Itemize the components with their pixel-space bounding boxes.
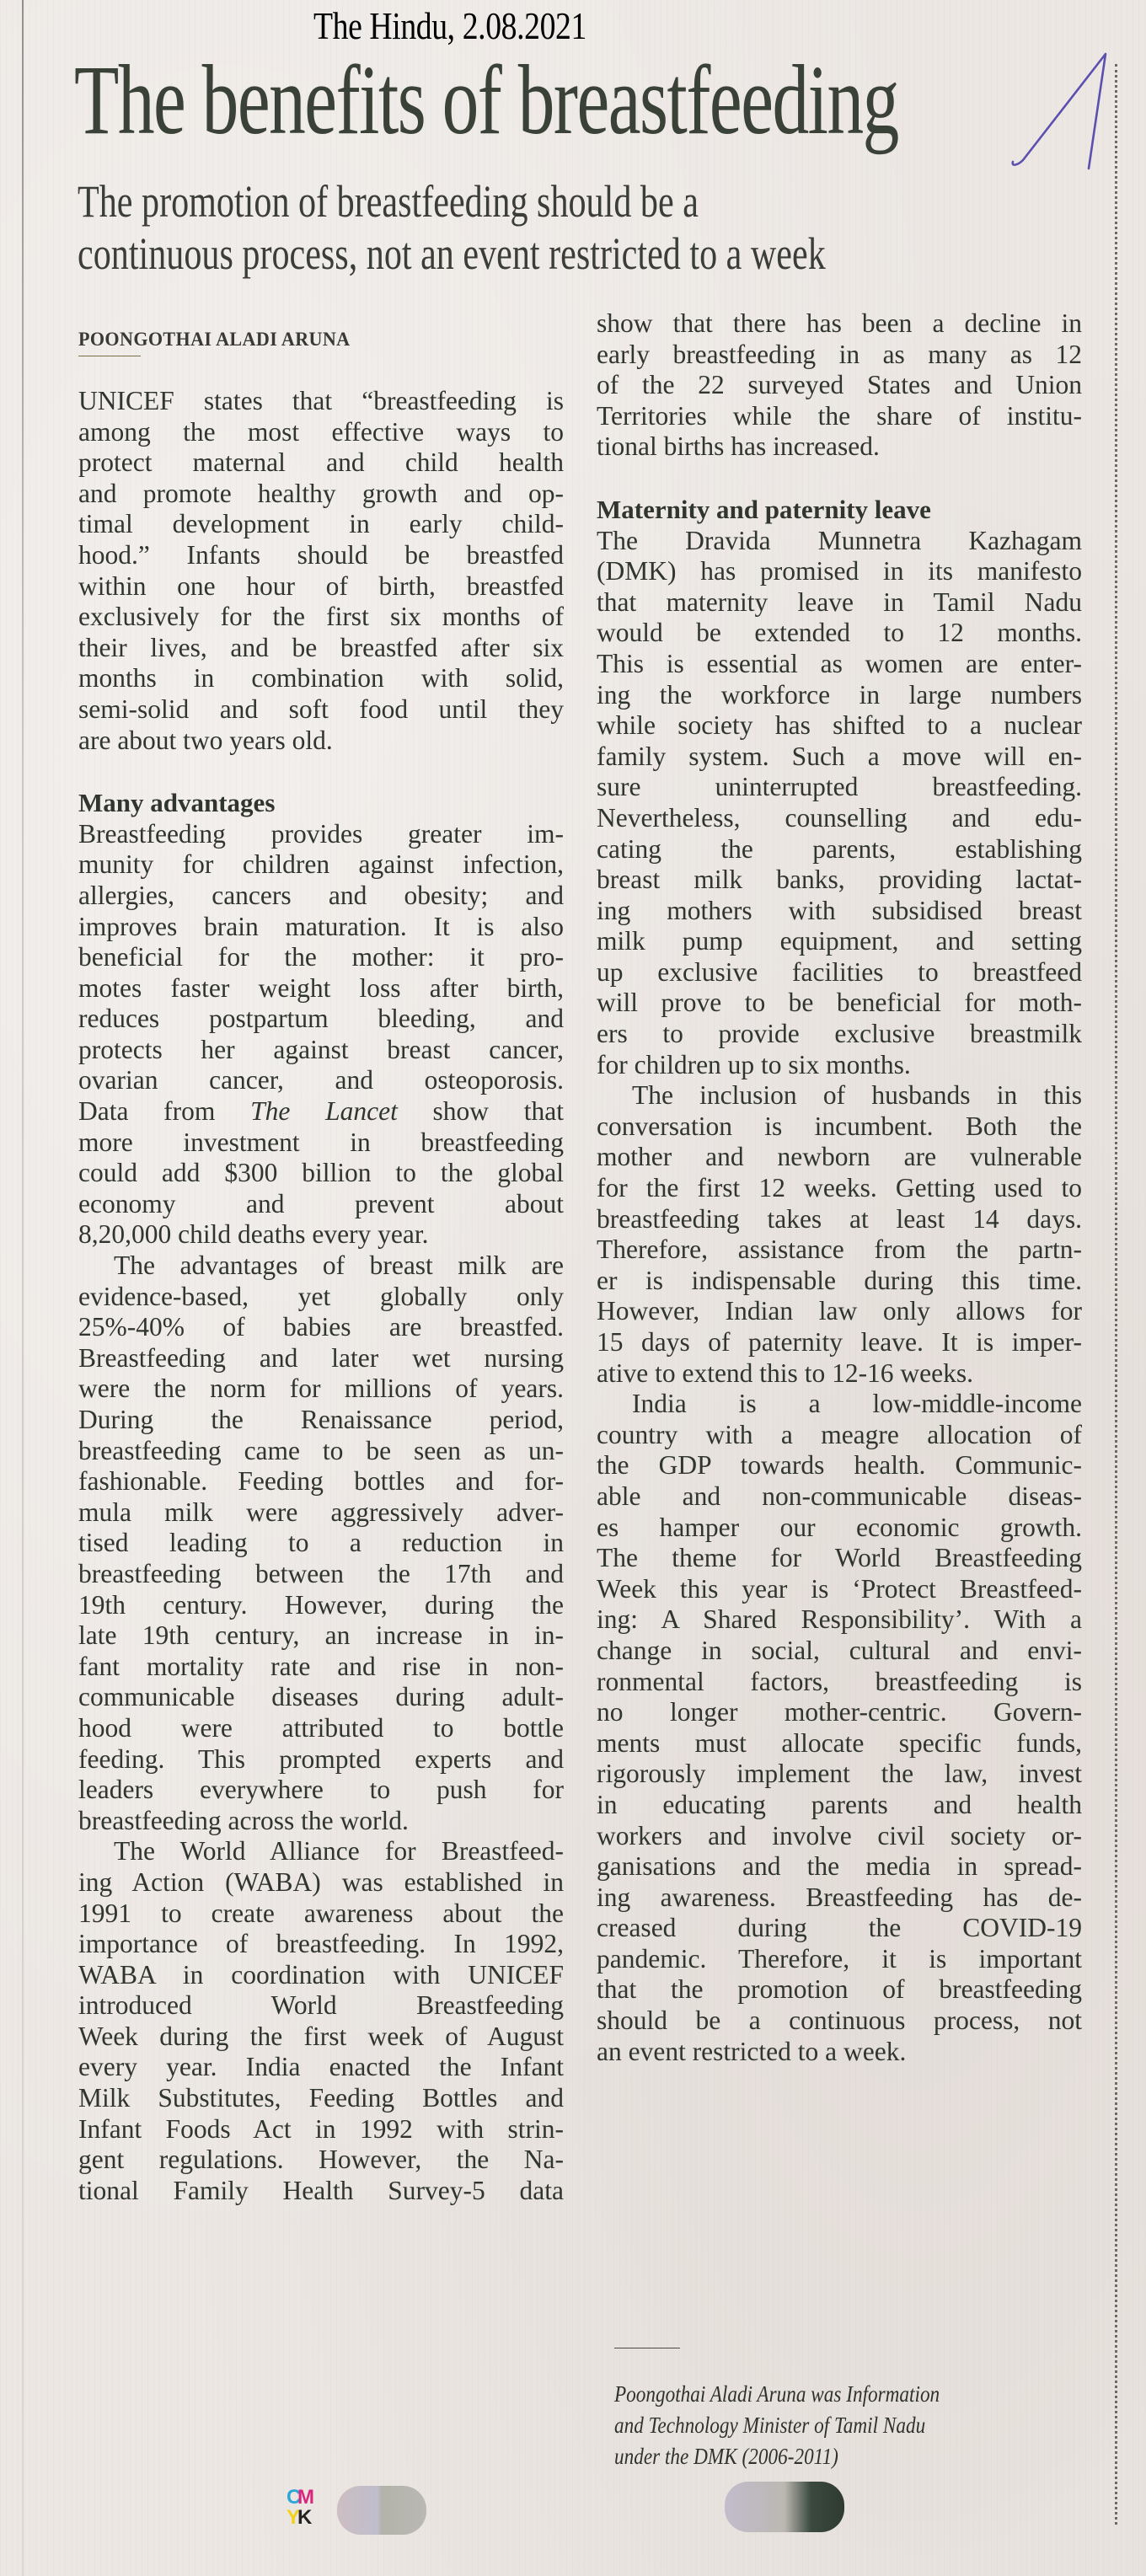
text-line: importance of breastfeeding. In 1992,	[78, 1929, 564, 1959]
text-line: Milk Substitutes, Feeding Bottles and	[78, 2083, 564, 2113]
continued-paragraph	[597, 308, 1082, 463]
text-line: among the most effective ways to	[78, 416, 564, 447]
intro-paragraph	[78, 386, 564, 756]
text-line: workers and involve civil society or-	[597, 1820, 1082, 1850]
text-line: (DMK) has promised in its manifesto	[597, 556, 1082, 586]
standfirst-line-1: The promotion of breastfeeding should be a	[78, 176, 699, 227]
text-line: for the first 12 weeks. Getting used to	[597, 1173, 1082, 1203]
text-line: Nevertheless, counselling and edu-	[597, 802, 1082, 833]
text-line: sure uninterrupted breastfeeding.	[597, 772, 1082, 802]
text-line: ronmental factors, breastfeeding is	[597, 1666, 1082, 1696]
byline: POONGOTHAI ALADI ARUNA	[78, 329, 351, 350]
text-line: exclusively for the first six months of	[78, 602, 564, 632]
text-line: ovarian cancer, and osteoporosis.	[78, 1065, 564, 1095]
text-line: creased during the COVID-19	[597, 1913, 1082, 1943]
text-line: Territories while the share of institu-	[597, 400, 1082, 431]
text-line: 1991 to create awareness about the	[78, 1898, 564, 1928]
text-line: fashionable. Feeding bottles and for-	[78, 1466, 564, 1497]
subheading-maternity-paternity-leave: Maternity and paternity leave	[597, 494, 931, 524]
text-line: and promote healthy growth and op-	[78, 478, 564, 508]
text-line: hood were attributed to bottle	[78, 1712, 564, 1743]
text-line: pandemic. Therefore, it is important	[597, 1943, 1082, 1974]
text-line: that maternity leave in Tamil Nadu	[597, 586, 1082, 617]
text-line: UNICEF states that “breastfeeding is	[78, 386, 564, 415]
page-edge-rule	[22, 0, 24, 2576]
text-line: Breastfeeding and later wet nursing	[78, 1342, 564, 1373]
text-line: introduced World Breastfeeding	[78, 1990, 564, 2021]
text-line: fant mortality rate and rise in non-	[78, 1651, 564, 1681]
text-line: for children up to six months.	[597, 1049, 911, 1079]
text-line: evidence-based, yet globally only	[78, 1281, 564, 1311]
text-line: India is a low-middle-income	[632, 1389, 1082, 1419]
text-line: will prove to be beneficial for moth-	[597, 988, 1082, 1018]
color-registration-pill-dark	[725, 2482, 844, 2532]
text-line: motes faster weight loss after birth,	[78, 972, 564, 1003]
text-line: an event restricted to a week.	[597, 2036, 907, 2066]
text-line: more investment in breastfeeding	[78, 1127, 564, 1157]
text-line: that the promotion of breastfeeding	[597, 1974, 1082, 2005]
text-line: show that there has been a decline in	[597, 308, 1082, 338]
text-line: Therefore, assistance from the partn-	[597, 1234, 1082, 1265]
text-line: hood.” Infants should be breastfed	[78, 539, 564, 570]
subheading-many-advantages: Many advantages	[78, 788, 276, 818]
text-line: rigorously implement the law, invest	[597, 1759, 1082, 1789]
text-line: However, Indian law only allows for	[597, 1296, 1082, 1326]
section-gap	[78, 756, 564, 788]
text-line: of the 22 surveyed States and Union	[597, 370, 1082, 400]
text-line: allergies, cancers and obesity; and	[78, 880, 564, 910]
text-line: Data from The Lancet show that	[78, 1096, 564, 1127]
text-line: breastfeeding across the world.	[78, 1805, 409, 1835]
section-gap	[597, 463, 1082, 495]
text-line: ing mothers with subsidised breast	[597, 895, 1082, 925]
advantages-section	[78, 819, 564, 2207]
text-line: munity for children against infection,	[78, 849, 564, 880]
text-line: breastfeeding came to be seen as un-	[78, 1435, 564, 1465]
cmyk-registration-mark	[286, 2486, 314, 2529]
text-line: improves brain maturation. It is also	[78, 911, 564, 941]
text-line: while society has shifted to a nuclear	[597, 710, 1082, 741]
text-line: protect maternal and child health	[78, 447, 564, 478]
text-line: The inclusion of husbands in this	[632, 1080, 1082, 1111]
text-line: leaders everywhere to push for	[78, 1775, 564, 1805]
text-line: breast milk banks, providing lactat-	[597, 865, 1082, 895]
text-line: WABA in coordination with UNICEF	[78, 1959, 564, 1990]
leave-section	[597, 526, 1082, 2068]
headline: The benefits of breastfeeding	[74, 45, 898, 155]
text-line: mother and newborn are vulnerable	[597, 1142, 1082, 1172]
text-line: During the Renaissance period,	[78, 1405, 564, 1434]
source-label: The Hindu, 2.08.2021	[313, 4, 586, 47]
standfirst	[78, 175, 826, 280]
text-line: 25%-40% of babies are breastfed.	[78, 1312, 564, 1342]
text-line: protects her against breast cancer,	[78, 1034, 564, 1064]
text-line: family system. Such a move will en-	[597, 741, 1082, 771]
text-line: conversation is incumbent. Both the	[597, 1111, 1082, 1141]
text-line: Week this year is ‘Protect Breastfeed-	[597, 1573, 1082, 1604]
text-line: cating the parents, establishing	[597, 833, 1082, 864]
text-line: tised leading to a reduction in	[78, 1528, 564, 1558]
text-line: could add $300 billion to the global	[78, 1158, 564, 1188]
text-line: mula milk were aggressively adver-	[78, 1497, 564, 1527]
text-line: beneficial for the mother: it pro-	[78, 942, 564, 972]
text-line: semi-solid and soft food until they	[78, 694, 564, 724]
text-line: Week during the first week of August	[78, 2021, 564, 2051]
text-line: ments must allocate specific funds,	[597, 1727, 1082, 1758]
text-line: months in combination with solid,	[78, 663, 564, 694]
text-line: Infant Foods Act in 1992 with strin-	[78, 2113, 564, 2144]
text-line: The advantages of breast milk are	[114, 1251, 564, 1281]
text-line: communicable diseases during adult-	[78, 1682, 564, 1712]
text-line: er is indispensable during this time.	[597, 1265, 1082, 1295]
text-line: were the norm for millions of years.	[78, 1374, 564, 1404]
article-column-right	[597, 308, 1082, 2067]
text-line: reduces postpartum bleeding, and	[78, 1004, 564, 1034]
text-line: 8,20,000 child deaths every year.	[78, 1219, 429, 1250]
text-line: ing: A Shared Responsibility’. With a	[597, 1604, 1082, 1635]
text-line: timal development in early child-	[78, 509, 564, 539]
text-line: the GDP towards health. Communic-	[597, 1450, 1082, 1481]
text-line: late 19th century, an increase in in-	[78, 1620, 564, 1651]
text-line: Breastfeeding provides greater im-	[78, 818, 564, 849]
text-line: should be a continuous process, not	[597, 2006, 1082, 2036]
text-line: economy and prevent about	[78, 1188, 564, 1218]
text-line: their lives, and be breastfed after six	[78, 632, 564, 662]
text-line: ative to extend this to 12-16 weeks.	[597, 1358, 974, 1388]
color-registration-pill	[337, 2486, 426, 2535]
text-line: tional Family Health Survey-5 data	[78, 2175, 564, 2205]
text-line: ganisations and the media in spread-	[597, 1851, 1082, 1882]
text-line: in educating parents and health	[597, 1789, 1082, 1819]
text-line: change in social, cultural and envi-	[597, 1635, 1082, 1665]
text-line: able and non-communicable diseas-	[597, 1481, 1082, 1511]
text-line: milk pump equipment, and setting	[597, 926, 1082, 956]
text-line: country with a meagre allocation of	[597, 1419, 1082, 1449]
text-line: 19th century. However, during the	[78, 1589, 564, 1620]
standfirst-line-2: continuous process, not an event restricted to a week	[78, 228, 826, 279]
cmyk-m: M	[297, 2486, 314, 2509]
text-line: breastfeeding between the 17th and	[78, 1558, 564, 1588]
author-bio	[614, 2379, 940, 2472]
text-line: This is essential as women are enter-	[597, 648, 1082, 678]
text-line: up exclusive facilities to breastfeed	[597, 956, 1082, 987]
text-line: would be extended to 12 months.	[597, 618, 1082, 648]
text-line: ing the workforce in large numbers	[597, 679, 1082, 710]
author-bio-line: and Technology Minister of Tamil Nadu	[614, 2413, 926, 2438]
text-line: ers to provide exclusive breastmilk	[597, 1019, 1082, 1049]
text-line: ing awareness. Breastfeeding has de-	[597, 1882, 1082, 1912]
cmyk-y: Y	[286, 2506, 301, 2529]
text-line: The theme for World Breastfeeding	[597, 1543, 1082, 1573]
text-line: every year. India enacted the Infant	[78, 2052, 564, 2082]
text-line: 15 days of paternity leave. It is imper-	[597, 1327, 1082, 1357]
text-line: The World Alliance for Breastfeed-	[114, 1836, 564, 1866]
text-line: ing Action (WABA) was established in	[78, 1866, 564, 1897]
cmyk-c: C	[286, 2486, 302, 2509]
author-bio-line: under the DMK (2006-2011)	[614, 2444, 838, 2469]
pen-tick-mark-icon	[994, 42, 1121, 185]
text-line: tional births has increased.	[597, 431, 880, 462]
text-line: feeding. This prompted experts and	[78, 1743, 564, 1774]
text-line: breastfeeding takes at least 14 days.	[597, 1203, 1082, 1234]
author-bio-line: Poongothai Aladi Aruna was Information	[614, 2381, 940, 2407]
text-line: The Dravida Munnetra Kazhagam	[597, 525, 1082, 555]
article-column-left	[78, 386, 564, 2206]
text-line: gent regulations. However, the Na-	[78, 2145, 564, 2175]
text-line: es hamper our economic growth.	[597, 1512, 1082, 1542]
text-line: are about two years old.	[78, 725, 333, 755]
text-line: no longer mother-centric. Govern-	[597, 1697, 1082, 1727]
text-line: early breastfeeding in as many as 12	[597, 339, 1082, 369]
dotted-column-rule	[1115, 64, 1117, 2525]
text-line: within one hour of birth, breastfed	[78, 570, 564, 601]
cmyk-k: K	[297, 2506, 313, 2529]
